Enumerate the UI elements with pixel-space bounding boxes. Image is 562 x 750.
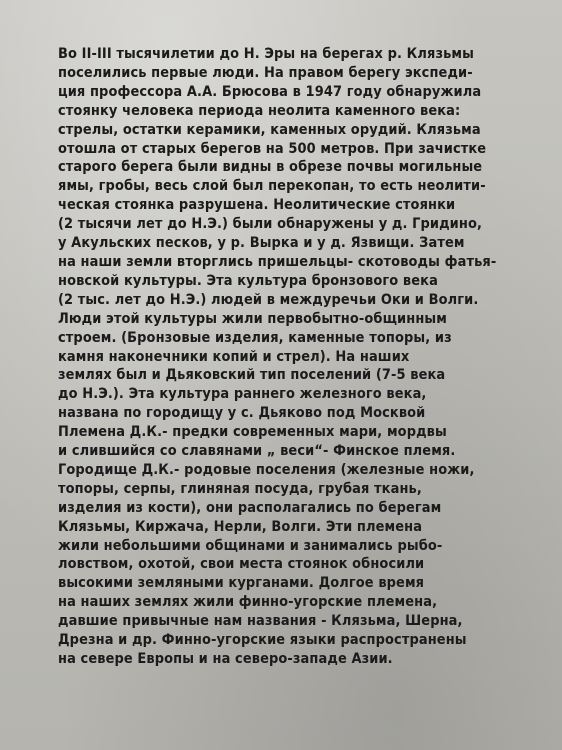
text-line-10: (2 тысячи лет до Н.Э.) были обнаружены у д. Гридино, (58, 216, 483, 233)
text-line-8: ямы, гробы, весь слой был перекопан, то есть неолити- (58, 178, 486, 195)
text-line-31: давшие привычные нам названия - Клязьма, Шерна, (58, 613, 463, 630)
text-line-2: поселились первые люди. На правом берегу экспеди- (58, 64, 473, 81)
text-line-18: землях был и Дьяковский тип поселений (7-5 века (58, 367, 446, 384)
text-line-15: Люди этой культуры жили первобытно-общинным (58, 310, 447, 327)
text-line-21: Племена Д.К.- предки современных мари, мордвы (58, 424, 447, 441)
text-line-33: на севере Европы и на северо-западе Азии. (58, 651, 393, 667)
history-text-block (58, 45, 528, 669)
text-line-17: камня наконечники копий и стрел). На наших (58, 348, 410, 365)
text-line-24: топоры, серпы, глиняная посуда, грубая ткань, (58, 480, 422, 497)
text-line-4: стоянку человека периода неолита каменного века: (58, 102, 461, 119)
text-line-5: стрелы, остатки керамики, каменных орудий. Клязьма (58, 121, 481, 138)
text-line-28: ловством, охотой, свои места стоянок обносили (58, 556, 425, 573)
text-line-13: новской культуры. Эта культура бронзового века (58, 272, 438, 289)
text-line-9: ческая стоянка разрушена. Неолитические стоянки (58, 197, 456, 214)
text-line-23: Городище Д.К.- родовые поселения (железные ножи, (58, 461, 475, 478)
text-line-7: старого берега были видны в обрезе почвы могильные (58, 159, 483, 176)
text-line-12: на наши земли вторглись пришельцы- скотоводы фатья- (58, 253, 497, 270)
text-line-32: Дрезна и др. Финно-угорские языки распространены (58, 632, 467, 649)
text-line-25: изделия из кости), они располагались по берегам (58, 499, 442, 516)
text-line-27: жили небольшими общинами и занимались рыбо- (58, 537, 443, 554)
text-line-29: высокими земляными курганами. Долгое время (58, 575, 425, 592)
text-line-19: до Н.Э.). Эта культура раннего железного века, (58, 386, 427, 403)
text-line-30: на наших землях жили финно-угорские племена, (58, 594, 438, 611)
text-line-26: Клязьмы, Киржача, Нерли, Волги. Эти племена (58, 518, 423, 535)
text-line-16: строем. (Бронзовые изделия, каменные топоры, из (58, 329, 452, 346)
text-line-3: ция профессора А.А. Брюсова в 1947 году обнаружила (58, 83, 482, 100)
text-line-6: отошла от старых берегов на 500 метров. При зачистке (58, 140, 487, 157)
text-line-1: Во II-III тысячилетии до Н. Эры на берегах р. Клязьмы (58, 46, 474, 62)
text-line-22: и слившийся со славянами „ веси“- Финское племя. (58, 443, 456, 460)
text-line-14: (2 тыс. лет до Н.Э.) людей в междуречьи Оки и Волги. (58, 291, 479, 308)
text-line-20: названа по городищу у с. Дьяково под Москвой (58, 405, 426, 422)
text-line-11: у Акульских песков, у р. Вырка и у д. Язвищи. Затем (58, 235, 465, 252)
